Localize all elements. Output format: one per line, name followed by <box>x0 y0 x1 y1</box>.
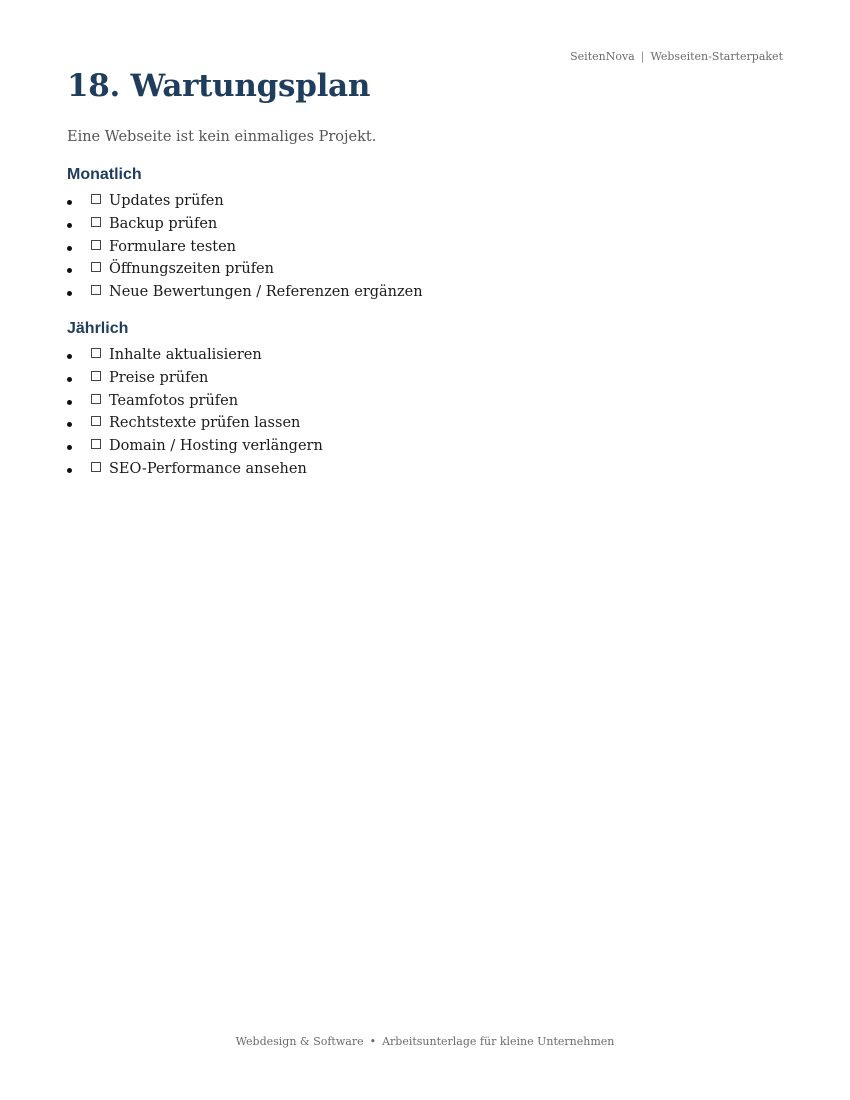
checkbox-icon[interactable] <box>91 240 101 250</box>
checklist-item-label: Inhalte aktualisieren <box>109 346 262 363</box>
checklist-item-label: Domain / Hosting verlängern <box>109 438 323 455</box>
section-heading-monthly: Monatlich <box>67 166 142 183</box>
bullet-icon <box>67 246 72 251</box>
intro-text: Eine Webseite ist kein einmaliges Projekt. <box>67 129 377 145</box>
checkbox-icon[interactable] <box>91 285 101 295</box>
checklist-item <box>67 213 783 236</box>
footer-right: Arbeitsunterlage für kleine Unternehmen <box>382 1035 615 1048</box>
checkbox-icon[interactable] <box>91 217 101 227</box>
checklist-item-label: Preise prüfen <box>109 369 209 386</box>
checklist-monthly <box>67 190 783 304</box>
checkbox-icon[interactable] <box>91 439 101 449</box>
header-separator: | <box>640 50 645 63</box>
bullet-icon <box>67 223 72 228</box>
bullet-icon <box>67 445 72 450</box>
checkbox-icon[interactable] <box>91 262 101 272</box>
checklist-item <box>67 236 783 259</box>
checkbox-icon[interactable] <box>91 371 101 381</box>
checklist-item-label: Neue Bewertungen / Referenzen ergänzen <box>109 284 423 301</box>
header-doc-title: Webseiten-Starterpaket <box>650 50 783 63</box>
bullet-icon <box>67 377 72 382</box>
checklist-item <box>67 190 783 213</box>
checklist-item <box>67 367 783 390</box>
page-title: 18. Wartungsplan <box>67 68 371 104</box>
page-footer <box>0 1035 850 1048</box>
bullet-icon <box>67 200 72 205</box>
checklist-item-label: Formulare testen <box>109 238 237 255</box>
checkbox-icon[interactable] <box>91 348 101 358</box>
checkbox-icon[interactable] <box>91 394 101 404</box>
bullet-icon <box>67 400 72 405</box>
footer-separator: • <box>369 1035 377 1048</box>
checklist-item-label: Backup prüfen <box>109 215 218 232</box>
header-brand: SeitenNova <box>570 50 635 63</box>
checklist-item-label: Rechtstexte prüfen lassen <box>109 415 301 432</box>
page-content <box>67 66 783 481</box>
checkbox-icon[interactable] <box>91 194 101 204</box>
bullet-icon <box>67 354 72 359</box>
checklist-item-label: SEO-Performance ansehen <box>109 460 307 477</box>
bullet-icon <box>67 468 72 473</box>
bullet-icon <box>67 422 72 427</box>
checklist-item-label: Öffnungszeiten prüfen <box>109 261 274 278</box>
checklist-item-label: Teamfotos prüfen <box>109 392 239 409</box>
checklist-item <box>67 458 783 481</box>
checklist-item <box>67 258 783 281</box>
checklist-item <box>67 412 783 435</box>
bullet-icon <box>67 268 72 273</box>
checklist-item <box>67 435 783 458</box>
checklist-item <box>67 344 783 367</box>
checklist-yearly <box>67 344 783 481</box>
section-heading-yearly: Jährlich <box>67 319 129 337</box>
checkbox-icon[interactable] <box>91 462 101 472</box>
footer-left: Webdesign & Software <box>235 1035 364 1048</box>
running-header <box>570 50 783 63</box>
checklist-item-label: Updates prüfen <box>109 193 224 209</box>
bullet-icon <box>67 291 72 296</box>
checklist-item <box>67 390 783 413</box>
checklist-item <box>67 281 783 304</box>
checkbox-icon[interactable] <box>91 416 101 426</box>
